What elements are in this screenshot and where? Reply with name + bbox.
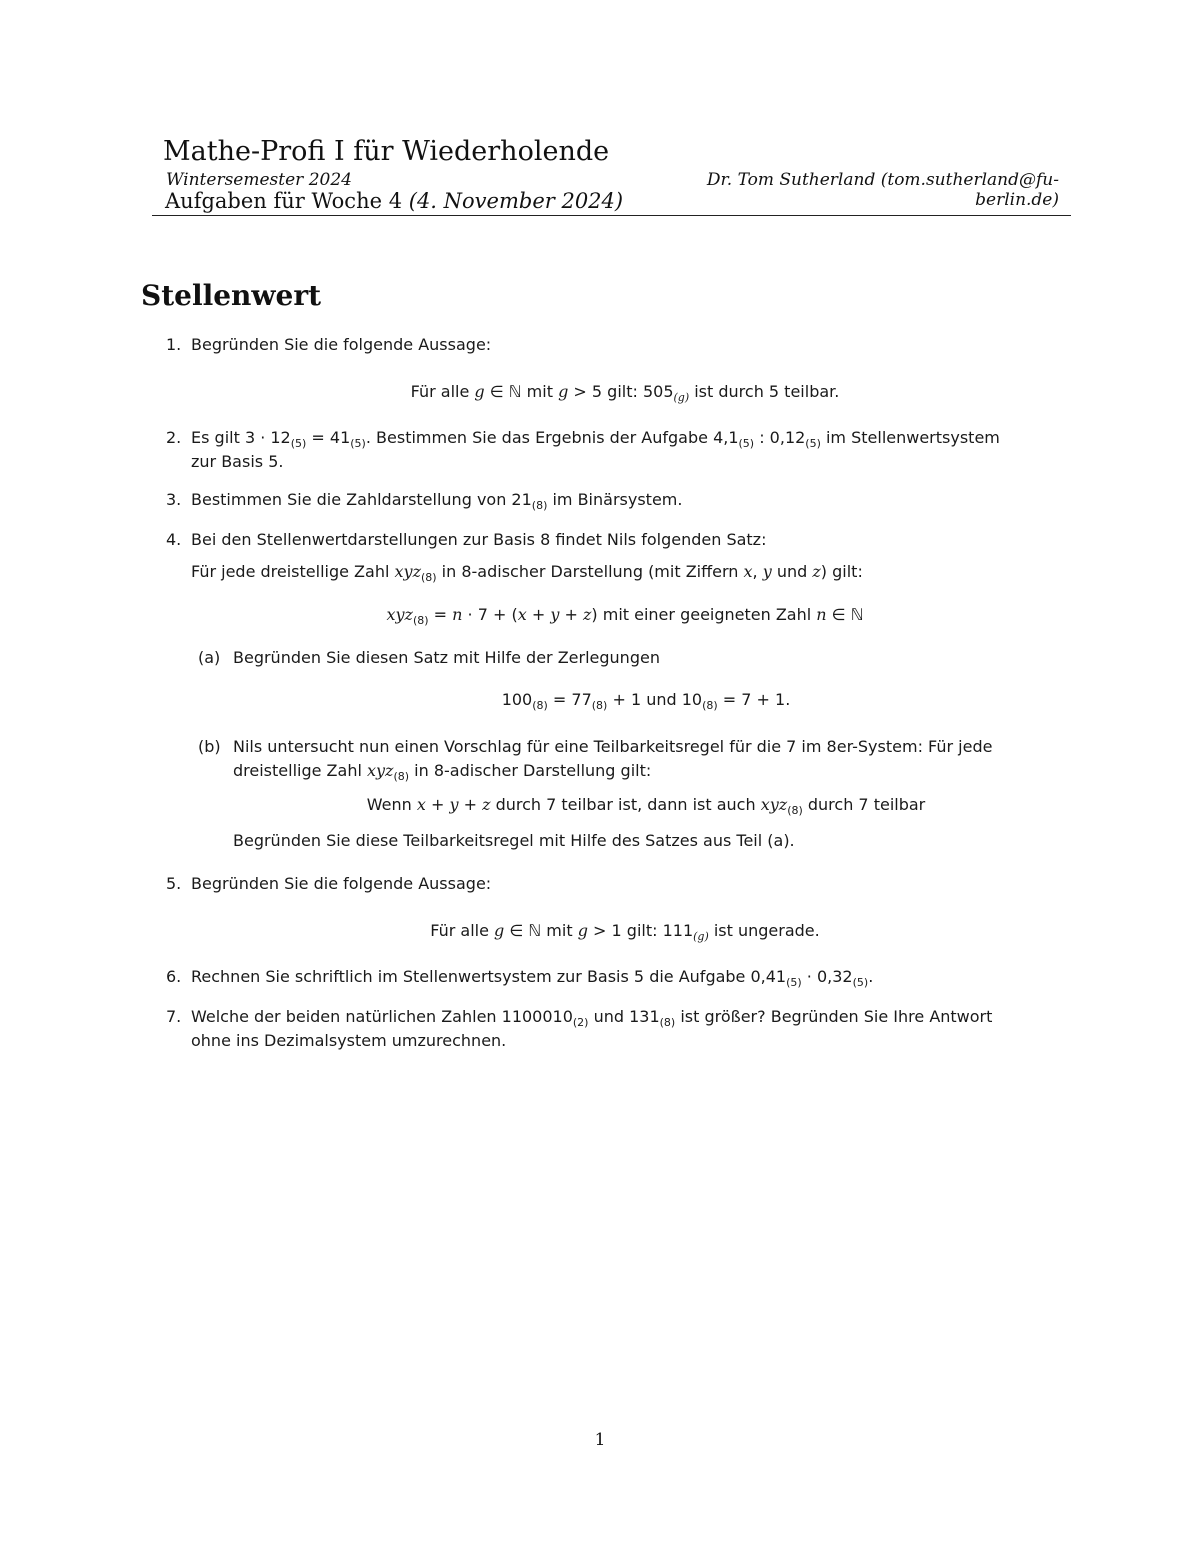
task-7-number: 7. [166,1007,182,1026]
week-heading [165,189,623,213]
header-rule [152,215,1071,216]
task-3-text: Bestimmen Sie die Zahldarstellung von $21_{(8)}$ im Binärsystem. [191,490,683,512]
task-2-text-line2: zur Basis 5. [191,452,284,471]
task-7-text: Welche der beiden natürlichen Zahlen $1100010_{(2)}$ und $131_{(8)}$ ist größer? Begründen Sie Ihre Antwort [191,1007,993,1029]
task-4a-text: Begründen Sie diesen Satz mit Hilfe der Zerlegungen [233,648,660,667]
course-title: Mathe-Profi I für Wiederholende [163,136,610,167]
task-1-statement: Für alle g ∈ ℕ mit g > 5 gilt: $505_{(g)}$ ist durch 5 teilbar. [410,382,840,404]
week-label: Aufgaben für Woche 4 [165,189,403,213]
task-4b-line1: Nils untersucht nun einen Vorschlag für eine Teilbarkeitsregel für die 7 im 8er-System: Für jede [233,737,993,756]
task-5-text: Begründen Sie die folgende Aussage: [191,874,492,893]
task-4a-label: (a) [198,648,221,667]
task-3-number: 3. [166,490,182,509]
task-5-statement: Für alle g ∈ ℕ mit g > 1 gilt: $111_{(g)}$ ist ungerade. [430,921,820,943]
task-1-text: Begründen Sie die folgende Aussage: [191,335,492,354]
task-1-number: 1. [166,335,182,354]
task-4-number: 4. [166,530,182,549]
task-4b-line2: dreistellige Zahl xyz$_{(8)}$ in 8-adischer Darstellung gilt: [233,761,652,783]
task-4b-closing: Begründen Sie diese Teilbarkeitsregel mit Hilfe des Satzes aus Teil (a). [233,831,795,850]
section-title: Stellenwert [141,279,322,312]
task-4-intro: Bei den Stellenwertdarstellungen zur Basis 8 findet Nils folgenden Satz: [191,530,767,549]
task-4b-rule: Wenn x + y + z durch 7 teilbar ist, dann ist auch xyz$_{(8)}$ durch 7 teilbar [366,795,926,817]
task-6-text: Rechnen Sie schriftlich im Stellenwertsystem zur Basis 5 die Aufgabe $0,41_{(5)} \cdot 0,32_{(5)}$. [191,967,874,989]
task-2-text: Es gilt $3 \cdot 12_{(5)} = 41_{(5)}$. Bestimmen Sie das Ergebnis der Aufgabe $4,1_{(5)}$ : $0,12_{(5)}$ im Stellenwertsystem [191,428,1000,450]
task-2-number: 2. [166,428,182,447]
task-4a-formula: $100_{(8)} = 77_{(8)} + 1$ und $10_{(8)} = 7 + 1$. [501,690,791,712]
semester-label: Wintersemester 2024 [166,170,352,190]
task-5-number: 5. [166,874,182,893]
task-4-formula: xyz$_{(8)}$ = n · 7 + (x + y + z) mit einer geeigneten Zahl n ∈ ℕ [386,605,864,627]
author-contact: Dr. Tom Sutherland (tom.sutherland@fu-berlin.de) [706,170,1059,210]
week-date: (4. November 2024) [408,189,624,213]
task-4-sentence: Für jede dreistellige Zahl xyz$_{(8)}$ in 8-adischer Darstellung (mit Ziffern x, y und z) gilt: [191,562,863,584]
task-6-number: 6. [166,967,182,986]
task-4b-label: (b) [198,737,221,756]
task-7-text-line2: ohne ins Dezimalsystem umzurechnen. [191,1031,507,1050]
page-number: 1 [594,1430,606,1450]
